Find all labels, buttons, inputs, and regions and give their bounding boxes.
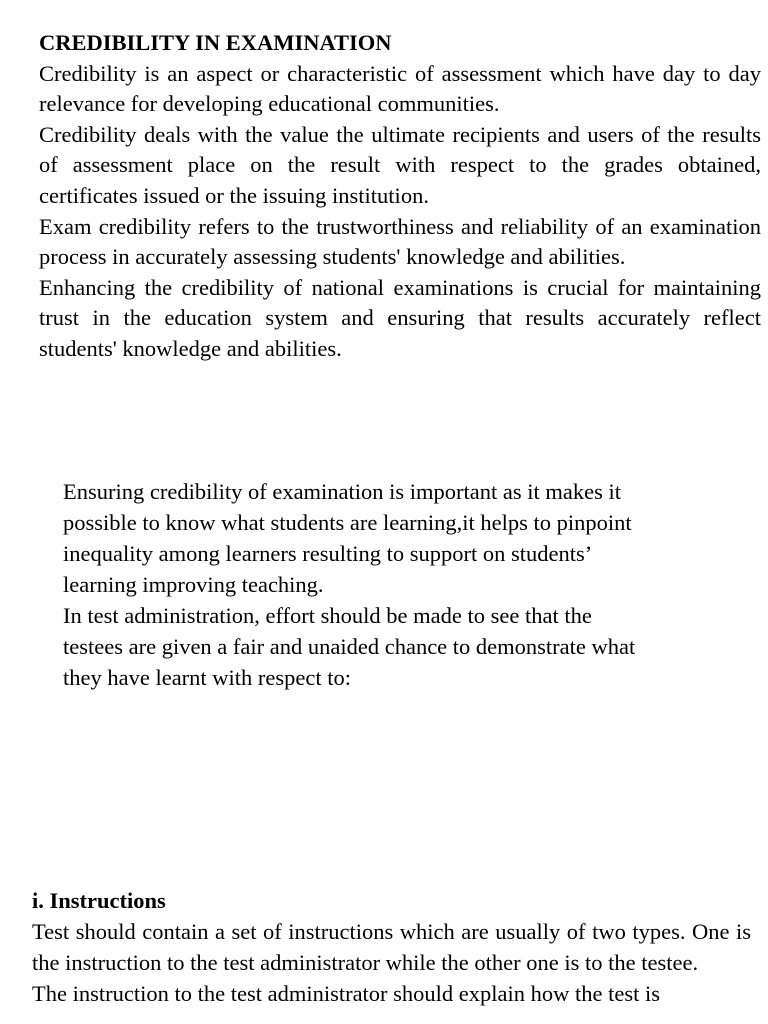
ensuring-credibility-section xyxy=(63,476,753,693)
text-line: inequality among learners resulting to support on students’ xyxy=(63,541,593,566)
credibility-section xyxy=(39,28,761,365)
text-line: testees are given a fair and unaided chance to demonstrate what xyxy=(63,634,636,659)
instructions-heading: i. Instructions xyxy=(32,888,166,913)
text-line: learning improving teaching. xyxy=(63,572,324,597)
paragraph-instruction-types: Test should contain a set of instructions which are usually of two types. One is the instruction to the test administrator while the other one is to the testee. xyxy=(32,919,751,975)
paragraph-instruction-administrator: The instruction to the test administrator should explain how the test is xyxy=(32,981,661,1006)
text-line: they have learnt with respect to: xyxy=(63,665,352,690)
instructions-section xyxy=(32,885,751,1009)
paragraph-enhancing-credibility: Enhancing the credibility of national examinations is crucial for maintaining trust in the education system and ensuring that results accurately reflect students' knowledge and abilities. xyxy=(39,274,761,361)
paragraph-exam-credibility: Exam credibility refers to the trustworthiness and reliability of an examination process in accurately assessing students' knowledge and abilities. xyxy=(39,213,761,270)
paragraph-credibility-value: Credibility deals with the value the ultimate recipients and users of the results of assessment place on the result with respect to the grades obtained, certificates issued or the issuing institution. xyxy=(39,121,761,208)
text-line: possible to know what students are learning,it helps to pinpoint xyxy=(63,510,632,535)
text-line: In test administration, effort should be made to see that the xyxy=(63,603,592,628)
paragraph-credibility-aspect: Credibility is an aspect or characteristic of assessment which have day to day relevance for developing educational communities. xyxy=(39,60,761,117)
text-line: Ensuring credibility of examination is important as it makes it xyxy=(63,479,622,504)
section-heading: CREDIBILITY IN EXAMINATION xyxy=(39,30,392,55)
